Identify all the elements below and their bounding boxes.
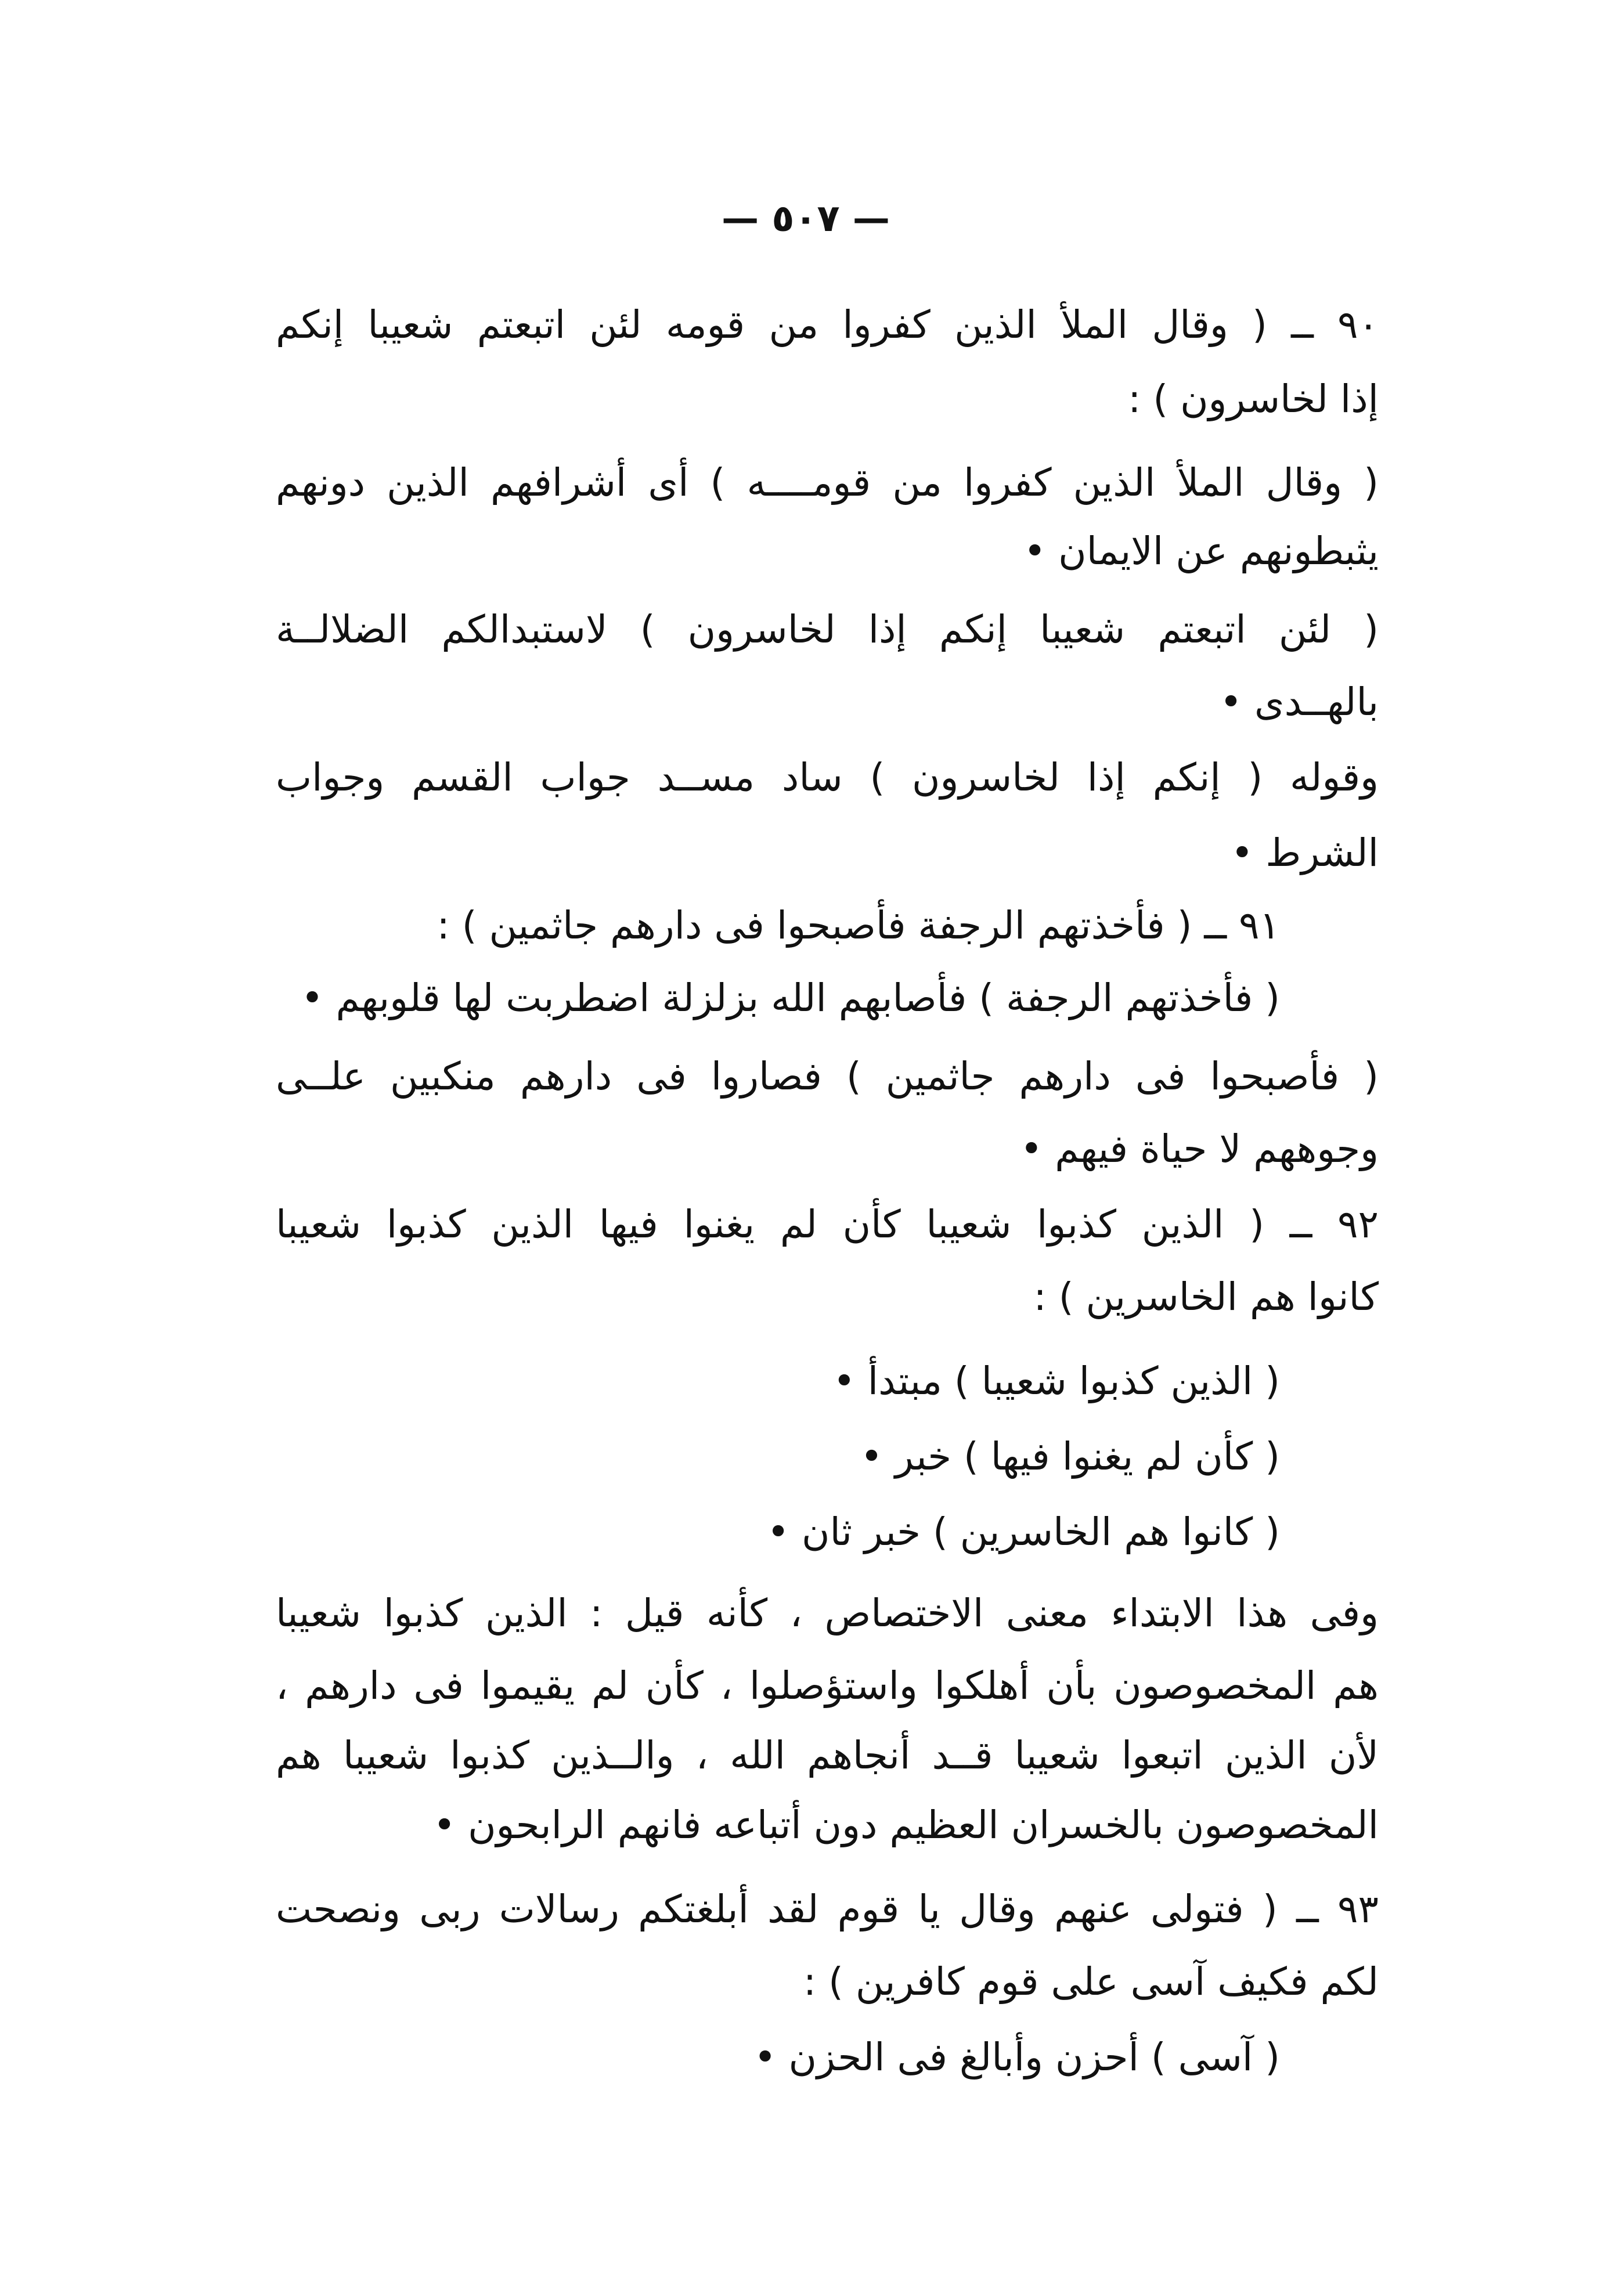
text-line: ٩٠ ــ ( وقال الملأ الذين كفروا من قومه لئن اتبعتم شعيبا إنكم xyxy=(276,302,1379,347)
text-line: ( آسى ) أحزن وأبالغ فى الحزن • xyxy=(753,2035,1280,2080)
text-line: ( فأصبحوا فى دارهم جاثمين ) فصاروا فى دارهم منكبين علــى xyxy=(276,1054,1379,1099)
text-line: لكم فكيف آسى على قوم كافرين ) : xyxy=(803,1959,1379,2004)
text-line: إذا لخاسرون ) : xyxy=(1128,377,1379,421)
text-line: ( فأخذتهم الرجفة ) فأصابهم الله بزلزلة اضطربت لها قلوبهم • xyxy=(301,976,1280,1020)
text-line: لأن الذين اتبعوا شعيبا قــد أنجاهم الله ، والــذين كذبوا شعيبا هم xyxy=(276,1733,1379,1778)
text-line: ( كأن لم يغنوا فيها ) خبر • xyxy=(860,1434,1280,1479)
text-line: وجوههم لا حياة فيهم • xyxy=(1020,1127,1379,1171)
text-line: وفى هذا الابتداء معنى الاختصاص ، كأنه قيل : الذين كذبوا شعيبا xyxy=(276,1591,1379,1636)
text-line: يثبطونهم عن الايمان • xyxy=(1023,529,1379,573)
text-line: ( لئن اتبعتم شعيبا إنكم إذا لخاسرون ) لاستبدالكم الضلالــة xyxy=(276,607,1379,652)
text-line: كانوا هم الخاسرين ) : xyxy=(1033,1275,1379,1319)
text-line: وقوله ( إنكم إذا لخاسرون ) ساد مســد جواب القسم وجواب xyxy=(276,755,1379,800)
text-line: الشرط • xyxy=(1231,831,1379,875)
page-number: — ٥٠٧ — xyxy=(722,197,890,240)
text-line: ( الذين كذبوا شعيبا ) مبتدأ • xyxy=(832,1359,1280,1403)
text-line: ٩٢ ــ ( الذين كذبوا شعيبا كأن لم يغنوا فيها الذين كذبوا شعيبا xyxy=(276,1202,1379,1247)
text-line: ٩١ ــ ( فأخذتهم الرجفة فأصبحوا فى دارهم جاثمين ) : xyxy=(437,903,1280,948)
text-line: ٩٣ ــ ( فتولى عنهم وقال يا قوم لقد أبلغتكم رسالات ربى ونصحت xyxy=(276,1887,1379,1932)
text-line: ( كانوا هم الخاسرين ) خبر ثان • xyxy=(767,1510,1280,1554)
text-line: هم المخصوصون بأن أهلكوا واستؤصلوا ، كأن لم يقيموا فى دارهم ، xyxy=(276,1663,1379,1708)
text-line: بالهــدى • xyxy=(1220,680,1379,724)
text-line: ( وقال الملأ الذين كفروا من قومــــه ) أى أشرافهم الذين دونهم xyxy=(276,460,1379,505)
text-line: المخصوصون بالخسران العظيم دون أتباعه فانهم الرابحون • xyxy=(433,1803,1379,1847)
